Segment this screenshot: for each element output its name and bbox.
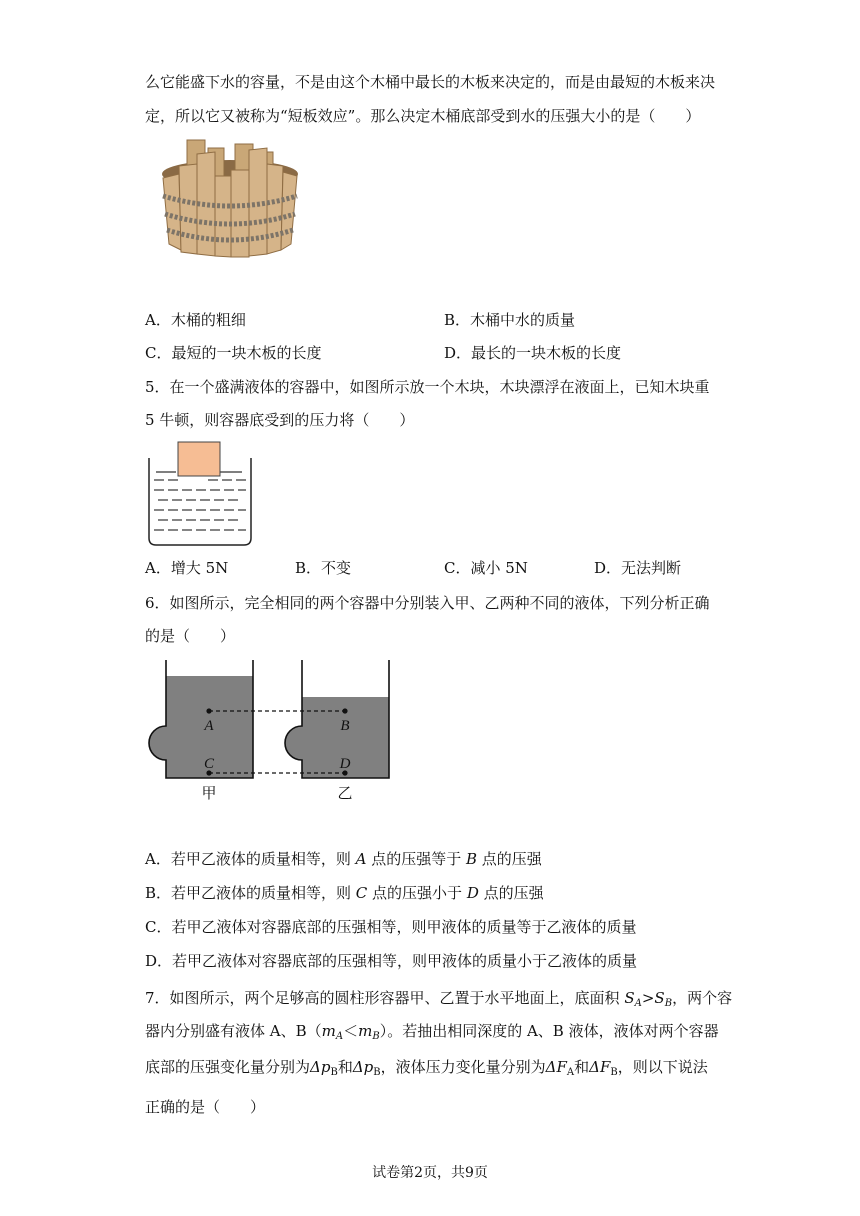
two-containers-figure — [145, 656, 395, 806]
q6-option-b: B．若甲乙液体的质量相等，则 C 点的压强小于 D 点的压强 — [145, 884, 544, 902]
q4-line-2: 定，所以它又被称为“短板效应”。那么决定木桶底部受到水的压强大小的是（ ） — [145, 107, 701, 125]
q4-option-d: D．最长的一块木板的长度 — [444, 344, 622, 362]
point-d-label: D — [339, 756, 351, 772]
point-b-label: B — [340, 718, 350, 734]
q6-line-1: 6．如图所示，完全相同的两个容器中分别装入甲、乙两种不同的液体，下列分析正确 — [145, 594, 710, 612]
q6-line-2: 的是（ ） — [145, 627, 236, 645]
q6-option-c: C．若甲乙液体对容器底部的压强相等，则甲液体的质量等于乙液体的质量 — [145, 918, 637, 936]
q4-line-1: 么它能盛下水的容量，不是由这个木桶中最长的木板来决定的，而是由最短的木板来决 — [145, 73, 716, 91]
point-a-label: A — [204, 718, 214, 734]
q5-option-a: A．增大 5N — [145, 559, 229, 577]
container-yi-label: 乙 — [337, 784, 353, 802]
q7-line-4: 正确的是（ ） — [145, 1098, 266, 1116]
q5-option-c: C．减小 5N — [444, 559, 528, 577]
q4-option-c: C．最短的一块木板的长度 — [145, 344, 322, 362]
page-footer: 试卷第2页，共9页 — [372, 1165, 488, 1181]
q5-line-2: 5 牛顿，则容器底受到的压力将（ ） — [145, 411, 415, 429]
q6-option-a: A．若甲乙液体的质量相等，则 A 点的压强等于 B 点的压强 — [145, 850, 542, 868]
q7-line-2: 器内分别盛有液体 A、$B(m_A<m_B)$。若抽出相同深度的 A、B 液体，液体对两个容器 — [145, 1022, 719, 1042]
q7-line-3: 底部的压强变化量分别为$\Delta p_B$和$\Delta p_B$，液体压力变化量分别为$\Delta F_A$和$\Delta F_B$，则以下说法 — [145, 1058, 708, 1078]
q7-line-1: 7．如图所示，两个足够高的圆柱形容器甲、乙置于水平地面上，底面积 $S_A>S_B$，两个容 — [145, 989, 733, 1009]
wooden-bucket-figure — [145, 134, 315, 264]
q4-option-b: B．木桶中水的质量 — [444, 311, 576, 329]
floating-block-container-figure — [146, 440, 254, 548]
container-jia-label: 甲 — [201, 784, 217, 802]
q6-option-d: D．若甲乙液体对容器底部的压强相等，则甲液体的质量小于乙液体的质量 — [145, 952, 638, 970]
q4-option-a: A．木桶的粗细 — [145, 311, 246, 329]
q5-option-d: D．无法判断 — [594, 559, 682, 577]
q5-option-b: B．不变 — [295, 559, 352, 577]
q5-line-1: 5．在一个盛满液体的容器中，如图所示放一个木块，木块漂浮在液面上，已知木块重 — [145, 378, 710, 396]
point-c-label: C — [203, 756, 215, 772]
